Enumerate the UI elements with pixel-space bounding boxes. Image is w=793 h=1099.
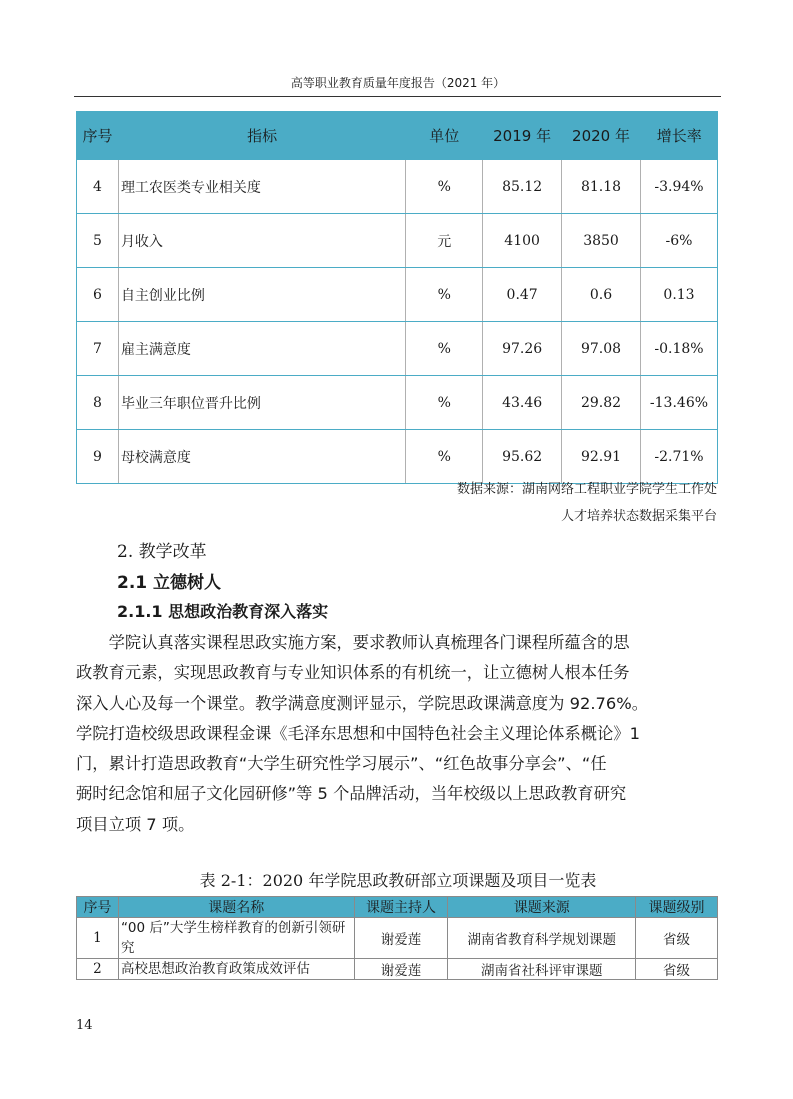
paragraph-line: 项目立项 7 项。: [76, 814, 195, 834]
unit: 元: [406, 214, 483, 268]
project-source: 湖南省社科评审课题: [448, 959, 636, 980]
project-name: “00 后”大学生榜样教育的创新引领研究: [118, 918, 354, 959]
project-table: [76, 896, 718, 980]
value-2020: 97.08: [562, 322, 641, 376]
section-heading: 2. 教学改革: [117, 542, 207, 562]
column-header: 2020 年: [562, 111, 641, 160]
growth-rate: -2.71%: [640, 430, 717, 484]
row-number: 1: [77, 918, 119, 959]
project-level: 省级: [636, 959, 718, 980]
row-number: 2: [77, 959, 119, 980]
project-name: 高校思想政治教育政策成效评估: [118, 959, 354, 980]
growth-rate: -0.18%: [640, 322, 717, 376]
table-row: [77, 959, 718, 980]
column-header: 课题名称: [118, 897, 354, 918]
page-header: 高等职业教育质量年度报告（2021 年）: [290, 76, 506, 90]
value-2020: 0.6: [562, 268, 641, 322]
table-header-row: [77, 111, 718, 160]
table-row: [77, 430, 718, 484]
unit: %: [406, 430, 483, 484]
data-source-line: 人才培养状态数据采集平台: [560, 509, 717, 524]
unit: %: [406, 376, 483, 430]
body-paragraph: [76, 628, 722, 840]
page-number: 14: [76, 1018, 93, 1033]
table-row: [77, 376, 718, 430]
column-header: 2019 年: [483, 111, 562, 160]
table-header-row: [77, 897, 718, 918]
value-2019: 97.26: [483, 322, 562, 376]
indicator-name: 自主创业比例: [118, 268, 405, 322]
table-row: [77, 918, 718, 959]
value-2019: 43.46: [483, 376, 562, 430]
unit: %: [406, 160, 483, 214]
unit: %: [406, 268, 483, 322]
table-row: [77, 160, 718, 214]
indicator-name: 母校满意度: [118, 430, 405, 484]
project-host: 谢爱莲: [354, 959, 448, 980]
table-row: [77, 268, 718, 322]
unit: %: [406, 322, 483, 376]
value-2020: 3850: [562, 214, 641, 268]
column-header: 增长率: [640, 111, 717, 160]
row-number: 5: [77, 214, 119, 268]
column-header: 序号: [77, 897, 119, 918]
indicator-table: [76, 111, 718, 484]
paragraph-line: 门，累计打造思政教育“大学生研究性学习展示”、“红色故事分享会”、“任: [76, 754, 607, 774]
data-source-line: 数据来源：湖南网络工程职业学院学生工作处: [456, 482, 717, 497]
growth-rate: 0.13: [640, 268, 717, 322]
paragraph-line: 学院打造校级思政课程金课《毛泽东思想和中国特色社会主义理论体系概论》1: [76, 723, 640, 743]
sub-subsection-heading: 2.1.1 思想政治教育深入落实: [117, 602, 329, 621]
paragraph-line: 深入人心及每一个课堂。教学满意度测评显示，学院思政课满意度为 92.76%。: [76, 693, 648, 713]
value-2020: 92.91: [562, 430, 641, 484]
indicator-name: 毕业三年职位晋升比例: [118, 376, 405, 430]
value-2019: 95.62: [483, 430, 562, 484]
growth-rate: -13.46%: [640, 376, 717, 430]
indicator-name: 月收入: [118, 214, 405, 268]
row-number: 4: [77, 160, 119, 214]
paragraph-line: 学院认真落实课程思政实施方案，要求教师认真梳理各门课程所蕴含的思: [76, 633, 630, 652]
project-source: 湖南省教育科学规划课题: [448, 918, 636, 959]
row-number: 8: [77, 376, 119, 430]
project-host: 谢爱莲: [354, 918, 448, 959]
value-2019: 85.12: [483, 160, 562, 214]
row-number: 6: [77, 268, 119, 322]
subsection-heading: 2.1 立德树人: [117, 573, 222, 593]
value-2020: 29.82: [562, 376, 641, 430]
indicator-name: 理工农医类专业相关度: [118, 160, 405, 214]
value-2019: 0.47: [483, 268, 562, 322]
column-header: 课题级别: [636, 897, 718, 918]
indicator-name: 雇主满意度: [118, 322, 405, 376]
growth-rate: -6%: [640, 214, 717, 268]
project-level: 省级: [636, 918, 718, 959]
growth-rate: -3.94%: [640, 160, 717, 214]
value-2019: 4100: [483, 214, 562, 268]
column-header: 课题主持人: [354, 897, 448, 918]
table-row: [77, 322, 718, 376]
column-header: 单位: [406, 111, 483, 160]
table-row: [77, 214, 718, 268]
header-divider: [74, 96, 721, 97]
column-header: 序号: [77, 111, 119, 160]
paragraph-line: 政教育元素，实现思政教育与专业知识体系的有机统一，让立德树人根本任务: [76, 663, 630, 683]
paragraph-line: 弼时纪念馆和屈子文化园研修”等 5 个品牌活动，当年校级以上思政教育研究: [76, 784, 627, 804]
row-number: 9: [77, 430, 119, 484]
table-caption: 表 2-1：2020 年学院思政教研部立项课题及项目一览表: [199, 871, 597, 890]
column-header: 指标: [118, 111, 405, 160]
value-2020: 81.18: [562, 160, 641, 214]
column-header: 课题来源: [448, 897, 636, 918]
row-number: 7: [77, 322, 119, 376]
